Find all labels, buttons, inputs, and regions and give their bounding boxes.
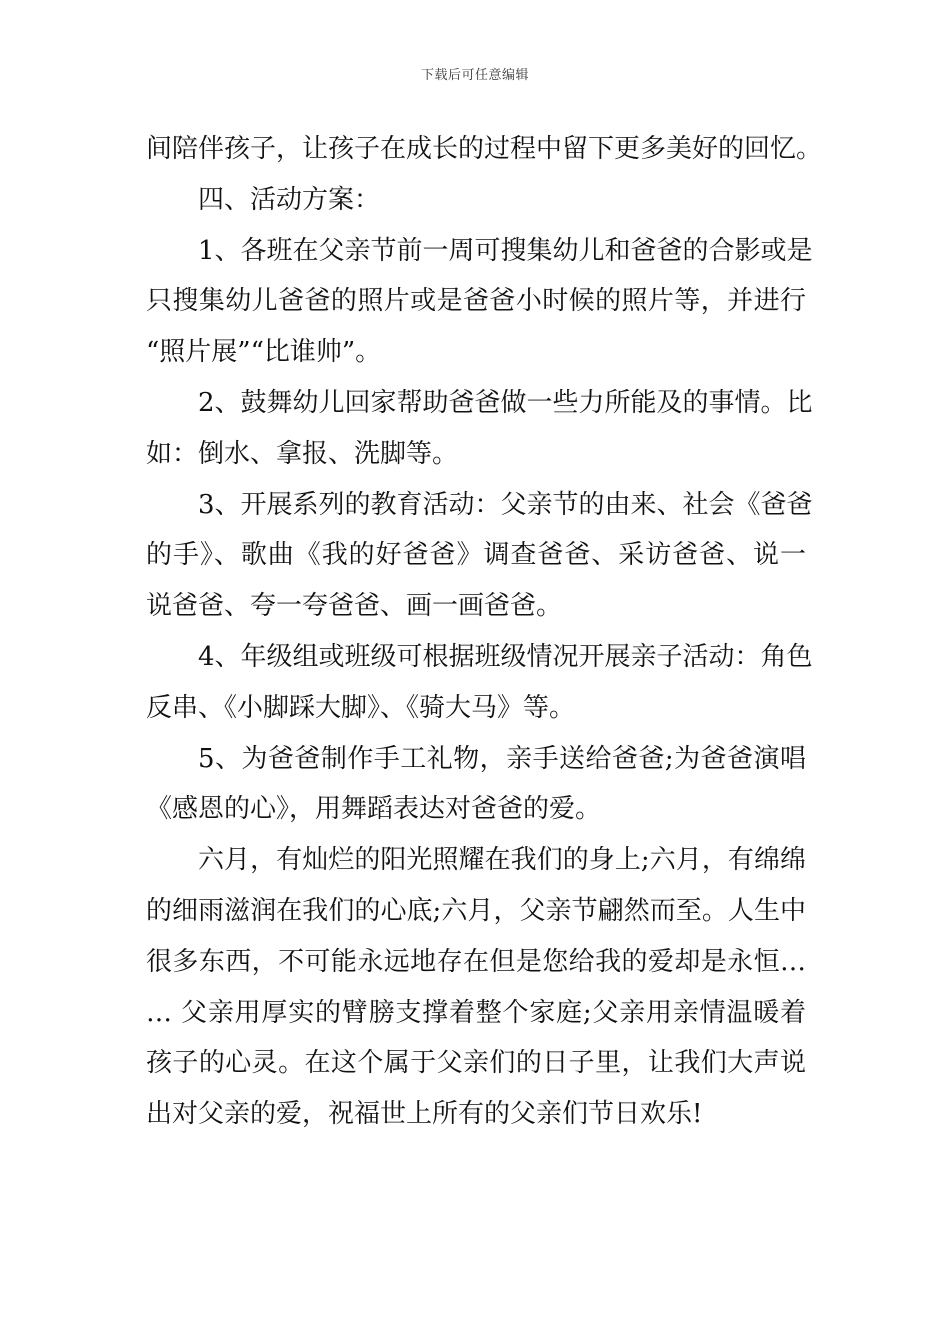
text-line: 4、年级组或班级可根据班级情况开展亲子活动：角色 xyxy=(198,641,813,672)
text-line: 如：倒水、拿报、洗脚等。 xyxy=(146,438,459,469)
text-line: 出对父亲的爱，祝福世上所有的父亲们节日欢乐! xyxy=(146,1099,703,1130)
text-line: 5、为爸爸制作手工礼物，亲手送给爸爸;为爸爸演唱 xyxy=(198,743,806,774)
document-body xyxy=(146,124,823,1140)
text-line: 的手》、歌曲《我的好爸爸》调查爸爸、采访爸爸、说一 xyxy=(146,540,806,571)
text-line: 间陪伴孩子，让孩子在成长的过程中留下更多美好的回忆。 xyxy=(146,134,823,164)
text-line: 孩子的心灵。在这个属于父亲们的日子里，让我们大声说 xyxy=(146,1048,806,1079)
text-line: 《感恩的心》，用舞蹈表达对爸爸的爱。 xyxy=(146,794,602,825)
text-line: 反串、《小脚踩大脚》、《骑大马》等。 xyxy=(146,692,576,723)
text-line: 2、鼓舞幼儿回家帮助爸爸做一些力所能及的事情。比 xyxy=(198,387,813,418)
text-line: … 父亲用厚实的臂膀支撑着整个家庭;父亲用亲情温暖着 xyxy=(146,997,806,1028)
section-heading: 四、活动方案： xyxy=(198,184,381,215)
text-line: “照片展”“比谁帅”。 xyxy=(146,337,382,368)
text-line: 的细雨滋润在我们的心底;六月，父亲节翩然而至。人生中 xyxy=(146,895,806,926)
text-line: 很多东西，不可能永远地存在但是您给我的爱却是永恒… xyxy=(146,946,806,977)
text-line: 1、各班在父亲节前一周可搜集幼儿和爸爸的合影或是 xyxy=(198,235,813,266)
text-line: 六月，有灿烂的阳光照耀在我们的身上;六月，有绵绵 xyxy=(198,845,806,876)
text-line: 3、开展系列的教育活动：父亲节的由来、社会《爸爸 xyxy=(198,489,813,520)
page-header-note: 下载后可任意编辑 xyxy=(420,68,529,83)
text-line: 说爸爸、夸一夸爸爸、画一画爸爸。 xyxy=(146,591,563,622)
text-line: 只搜集幼儿爸爸的照片或是爸爸小时候的照片等，并进行 xyxy=(146,286,806,317)
